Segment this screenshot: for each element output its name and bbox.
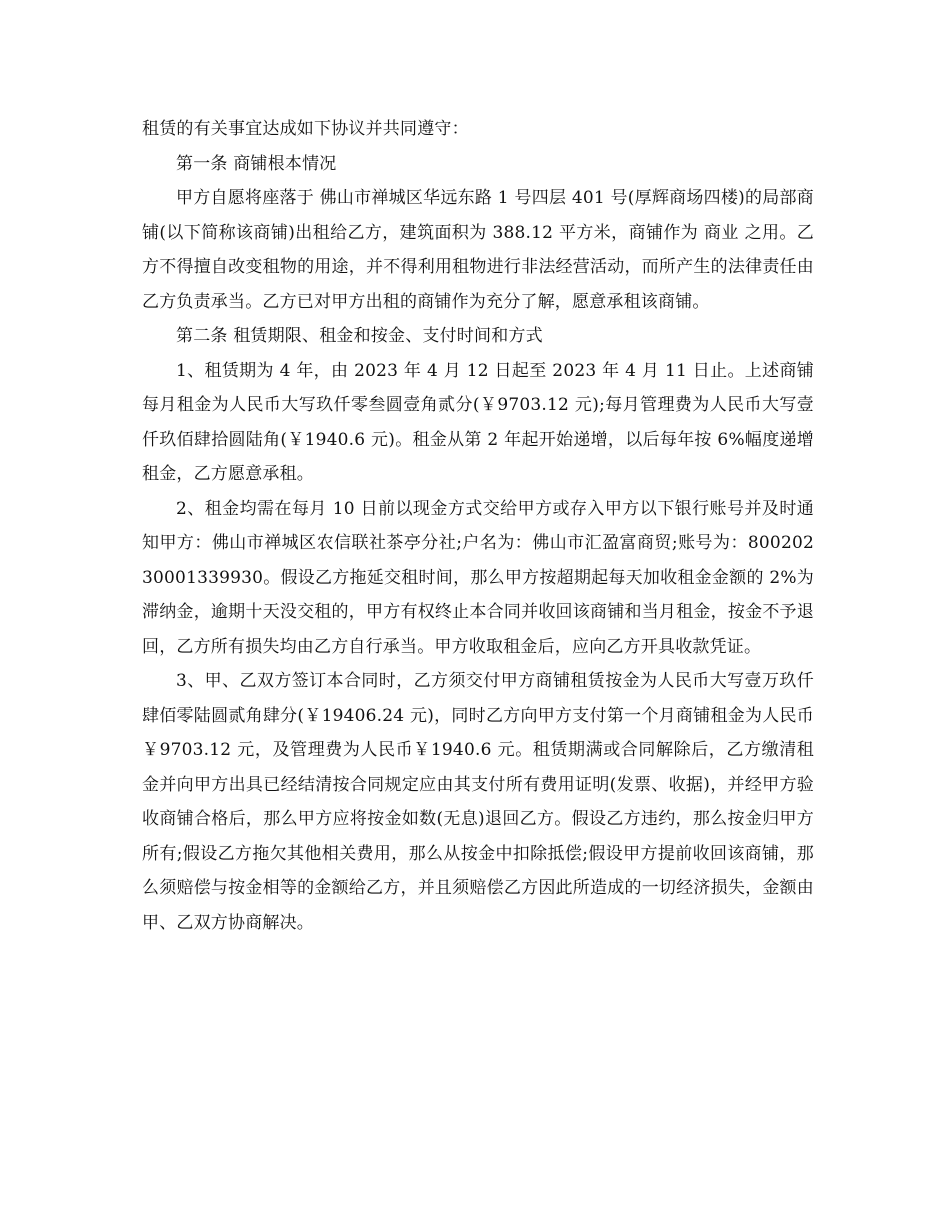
article-2-heading: 第二条 租赁期限、租金和按金、支付时间和方式 — [176, 326, 543, 346]
article-1-heading: 第一条 商铺根本情况 — [176, 153, 337, 174]
intro-paragraph: 租赁的有关事宜达成如下协议并共同遵守： — [142, 119, 469, 139]
article-2-item-2: 2、租金均需在每月 10 日前以现金方式交给甲方或存入甲方以下银行账号并及时通知甲方：佛山市禅城区农信联社茶亭分社;户名为：佛山市汇盈富商贸;账号为：80020230001339930。假设乙方拖延交租时间，那么甲方按超期起每天加收租金金额的 2%为滞纳金，逾期十天没交租的，甲方有权终止本合同并收回该商铺和当月租金，按金不予退回，乙方所有损失均由乙方自行承当。甲方收取租金后，应向乙方开具收款凭证。 — [142, 498, 814, 657]
article-2-item-3: 3、甲、乙双方签订本合同时，乙方须交付甲方商铺租赁按金为人民币大写壹万玖仟肆佰零陆圆贰角肆分(￥19406.24 元)，同时乙方向甲方支付第一个月商铺租金为人民币￥9703.12 元，及管理费为人民币￥1940.6 元。租赁期满或合同解除后，乙方缴清租金并向甲方出具已经结清按合同规定应由其支付所有费用证明(发票、收据)，并经甲方验收商铺合格后，那么甲方应将按金如数(无息)退回乙方。假设乙方违约，那么按金归甲方所有;假设乙方拖欠其他相关费用，那么从按金中扣除抵偿;假设甲方提前收回该商铺，那么须赔偿与按金相等的金额给乙方，并且须赔偿乙方因此所造成的一切经济损失，金额由甲、乙双方协商解决。 — [142, 671, 814, 933]
article-1-body: 甲方自愿将座落于 佛山市禅城区华远东路 1 号四层 401 号(厚辉商场四楼)的局部商铺(以下简称该商铺)出租给乙方，建筑面积为 388.12 平方米，商铺作为 商业 之用。乙方不得擅自改变租物的用途，并不得利用租物进行非法经营活动，而所产生的法律责任由乙方负责承当。乙方已对甲方出租的商铺作为充分了解，愿意承租该商铺。 — [142, 188, 814, 312]
document-page — [142, 112, 814, 940]
article-2-item-1: 1、租赁期为 4 年，由 2023 年 4 月 12 日起至 2023 年 4 月 11 日止。上述商铺每月租金为人民币大写玖仟零叁圆壹角贰分(￥9703.12 元);每月管理费为人民币大写壹仟玖佰肆拾圆陆角(￥1940.6 元)。租金从第 2 年起开始递增，以后每年按 6%幅度递增租金，乙方愿意承租。 — [142, 360, 814, 484]
